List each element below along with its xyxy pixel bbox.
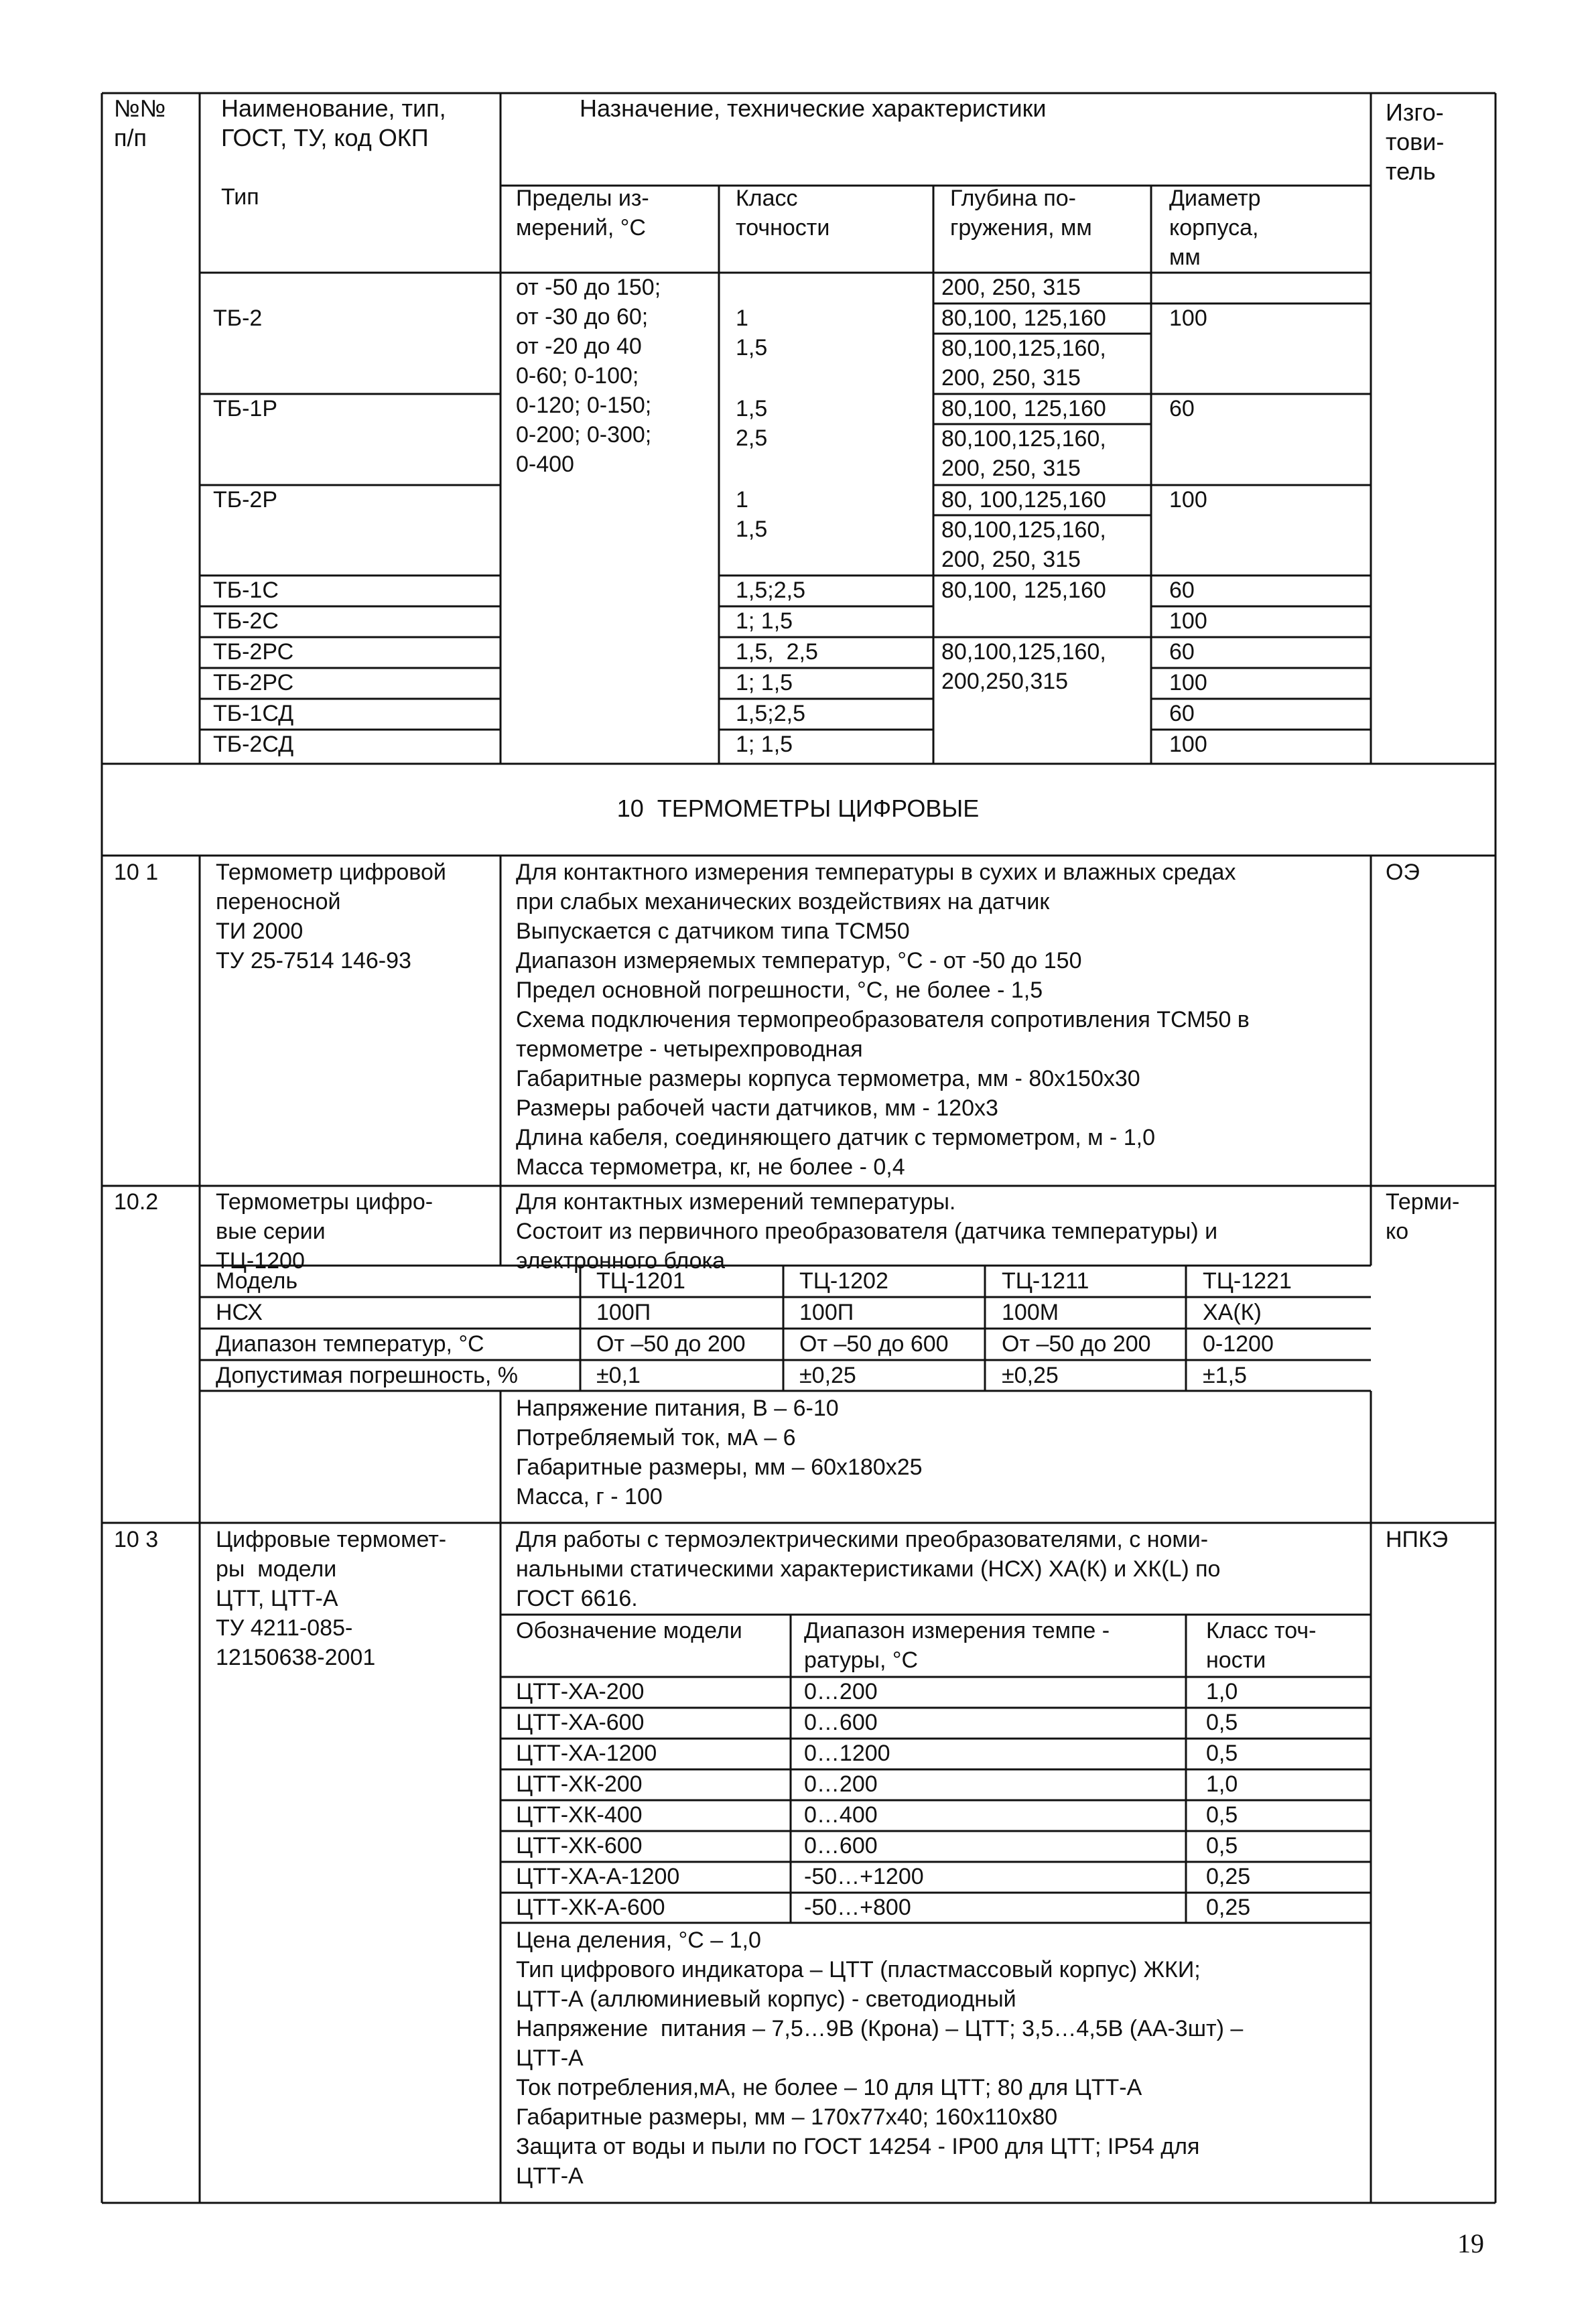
tb-accuracy: 1 1,5 xyxy=(736,487,768,542)
ctt-model: ЦТТ-ХК-400 xyxy=(516,1802,643,1828)
page-number: 19 xyxy=(1457,2228,1484,2258)
tc-cell: ±0,1 xyxy=(596,1363,641,1388)
tb-type: ТБ-2С xyxy=(213,608,279,634)
item-name: Термометры цифро- вые серии ТЦ-1200 xyxy=(216,1189,434,1274)
tb-depth: 80, 100,125,160 xyxy=(941,487,1106,513)
ctt-model: ЦТТ-ХК-200 xyxy=(516,1771,643,1797)
tb-diameter: 100 xyxy=(1169,306,1207,331)
item-number: 10 3 xyxy=(114,1527,159,1552)
tc-cell: 0-1200 xyxy=(1203,1331,1274,1357)
tb-depth: 80,100,125,160, 200, 250, 315 xyxy=(941,517,1106,572)
item-maker: ОЭ xyxy=(1386,860,1420,885)
ctt-model: ЦТТ-ХА-600 xyxy=(516,1710,645,1735)
tc-label: НСХ xyxy=(216,1300,263,1325)
ctt-model: ЦТТ-ХА-А-1200 xyxy=(516,1864,680,1889)
tb-type: ТБ-2РС xyxy=(213,639,294,665)
ctt-range: 0…600 xyxy=(804,1710,878,1735)
ctt-range: 0…400 xyxy=(804,1802,878,1828)
tc-cell: 100П xyxy=(799,1300,854,1325)
tc-cell: 100П xyxy=(596,1300,651,1325)
tb-header-diameter: Диаметр корпуса, мм xyxy=(1169,186,1261,270)
tc-cell: От –50 до 200 xyxy=(596,1331,746,1357)
tb-ranges: от -50 до 150; от -30 до 60; от -20 до 40 0-60; 0-100; 0-120; 0-150; 0-200; 0-300; 0-400 xyxy=(516,275,661,477)
section-title: 10 ТЕРМОМЕТРЫ ЦИФРОВЫЕ xyxy=(616,795,980,822)
tb-accuracy: 1 1,5 xyxy=(736,306,768,360)
item-maker: НПКЭ xyxy=(1386,1527,1449,1552)
tb-header-depth: Глубина по- гружения, мм xyxy=(950,186,1092,241)
tb-diameter: 100 xyxy=(1169,732,1207,757)
tb-depth: 80,100, 125,160 xyxy=(941,396,1106,421)
item-number: 10.2 xyxy=(114,1189,159,1215)
item-extra: Цена деления, °С – 1,0 Тип цифрового индикатора – ЦТТ (пластмассовый корпус) ЖКИ; ЦТТ-А (аллюминиевый корпус) - светодиодный Напряжение питания – 7,5…9В (Крона) – ЦТТ; 3,5…4,5В (АА-3шт) – ЦТТ-А Ток потребления,мА, не более – 10 для ЦТТ; 80 для ЦТТ-А Габаритные размеры, мм – 170х77х40; 160х110х80 Защита от воды и пыли по ГОСТ 14254 - IP00 для ЦТТ; IP54 для ЦТТ-А xyxy=(516,1928,1244,2189)
ctt-class: 0,5 xyxy=(1206,1833,1238,1858)
header-purpose: Назначение, технические характеристики xyxy=(580,94,1047,122)
ctt-model: ЦТТ-ХК-А-600 xyxy=(516,1895,665,1920)
ctt-model: ЦТТ-ХА-200 xyxy=(516,1679,645,1704)
tb-diameter: 60 xyxy=(1169,701,1195,726)
item-name: Цифровые термомет- ры модели ЦТТ, ЦТТ-А ТУ 4211-085- 12150638-2001 xyxy=(216,1527,447,1670)
ctt-range: -50…+800 xyxy=(804,1895,911,1920)
tb-header-type: Тип xyxy=(221,184,259,210)
tb-depth: 80,100,125,160, 200, 250, 315 xyxy=(941,426,1106,481)
tc-cell: ТЦ-1211 xyxy=(1002,1268,1089,1294)
ctt-class: 0,25 xyxy=(1206,1864,1251,1889)
header-maker: Изго- тови- тель xyxy=(1386,98,1445,185)
tc-label: Допустимая погрешность, % xyxy=(216,1363,518,1388)
tb-header-accuracy: Класс точности xyxy=(736,186,830,241)
item-extra: Напряжение питания, В – 6-10 Потребляемый ток, мА – 6 Габаритные размеры, мм – 60х180х25 Масса, г - 100 xyxy=(516,1396,923,1509)
tb-diameter: 100 xyxy=(1169,670,1207,695)
tc-cell: От –50 до 600 xyxy=(799,1331,949,1357)
tb-depth: 80,100,125,160, 200, 250, 315 xyxy=(941,336,1106,391)
header-num: №№ п/п xyxy=(114,94,166,151)
tb-accuracy: 1,5 2,5 xyxy=(736,396,768,451)
ctt-class: 0,5 xyxy=(1206,1802,1238,1828)
ctt-model: ЦТТ-ХА-1200 xyxy=(516,1741,657,1766)
tb-depth: 200, 250, 315 xyxy=(941,275,1081,300)
tb-accuracy: 1; 1,5 xyxy=(736,608,793,634)
tb-diameter: 60 xyxy=(1169,578,1195,603)
tb-type: ТБ-1Р xyxy=(213,396,277,421)
ctt-range: 0…200 xyxy=(804,1679,878,1704)
tb-accuracy: 1,5;2,5 xyxy=(736,701,805,726)
tc-cell: ТЦ-1201 xyxy=(596,1268,685,1294)
item-description: Для контактного измерения температуры в сухих и влажных средах при слабых механических воздействиях на датчик Выпускается с датчиком типа ТСМ50 Диапазон измеряемых температур, °С - от -50 до 150 Предел основной погрешности, °С, не более - 1,5 Схема подключения термопреобразователя сопротивления ТСМ50 в термометре - четырехпроводная Габаритные размеры корпуса термометра, мм - 80х150х30 Размеры рабочей части датчиков, мм - 120х3 Длина кабеля, соединяющего датчик с термометром, м - 1,0 Масса термометра, кг, не более - 0,4 xyxy=(516,860,1250,1180)
tb-type: ТБ-2СД xyxy=(213,732,294,757)
tb-diameter: 100 xyxy=(1169,487,1207,513)
item-maker: Терми- ко xyxy=(1386,1189,1460,1244)
tb-accuracy: 1; 1,5 xyxy=(736,732,793,757)
tb-type: ТБ-2РС xyxy=(213,670,294,695)
ctt-range: 0…200 xyxy=(804,1771,878,1797)
ctt-range: -50…+1200 xyxy=(804,1864,924,1889)
tb-accuracy: 1,5;2,5 xyxy=(736,578,805,603)
item-number: 10 1 xyxy=(114,860,159,885)
ctt-model: ЦТТ-ХК-600 xyxy=(516,1833,643,1858)
tb-accuracy: 1,5, 2,5 xyxy=(736,639,818,665)
ctt-header: Диапазон измерения темпе - ратуры, °С xyxy=(804,1618,1110,1673)
tb-type: ТБ-1СД xyxy=(213,701,294,726)
tb-type: ТБ-2Р xyxy=(213,487,277,513)
tb-type: ТБ-2 xyxy=(213,306,263,331)
item-name: Термометр цифровой переносной ТИ 2000 ТУ 25-7514 146-93 xyxy=(216,860,446,973)
tc-cell: 100М xyxy=(1002,1300,1059,1325)
tb-diameter: 60 xyxy=(1169,639,1195,665)
ctt-class: 0,25 xyxy=(1206,1895,1251,1920)
item-description: Для работы с термоэлектрическими преобразователями, с номи- нальными статическими характеристиками (НСХ) ХА(К) и ХК(L) по ГОСТ 6616. xyxy=(516,1527,1221,1611)
ctt-class: 0,5 xyxy=(1206,1741,1238,1766)
ctt-range: 0…600 xyxy=(804,1833,878,1858)
tc-cell: ±0,25 xyxy=(1002,1363,1059,1388)
tb-depth: 80,100, 125,160 xyxy=(941,578,1106,603)
tc-cell: От –50 до 200 xyxy=(1002,1331,1151,1357)
ctt-class: 1,0 xyxy=(1206,1679,1238,1704)
tc-cell: ±1,5 xyxy=(1203,1363,1247,1388)
item-description: Для контактных измерений температуры. Состоит из первичного преобразователя (датчика температуры) и электронного блока xyxy=(516,1189,1218,1274)
tc-label: Диапазон температур, °С xyxy=(216,1331,484,1357)
header-name: Наименование, тип, ГОСТ, ТУ, код ОКП xyxy=(221,94,446,151)
tb-diameter: 100 xyxy=(1169,608,1207,634)
tc-cell: ±0,25 xyxy=(799,1363,856,1388)
tb-type: ТБ-1С xyxy=(213,578,279,603)
tb-accuracy: 1; 1,5 xyxy=(736,670,793,695)
tb-depth: 80,100,125,160, 200,250,315 xyxy=(941,639,1106,694)
ctt-header: Класс точ- ности xyxy=(1206,1618,1317,1673)
tb-header-range: Пределы из- мерений, °С xyxy=(516,186,649,241)
ctt-class: 1,0 xyxy=(1206,1771,1238,1797)
tc-cell: ХА(К) xyxy=(1203,1300,1262,1325)
tb-diameter: 60 xyxy=(1169,396,1195,421)
tc-cell: ТЦ-1202 xyxy=(799,1268,888,1294)
tc-label: Модель xyxy=(216,1268,298,1294)
ctt-class: 0,5 xyxy=(1206,1710,1238,1735)
tb-depth: 80,100, 125,160 xyxy=(941,306,1106,331)
tc-cell: ТЦ-1221 xyxy=(1203,1268,1292,1294)
ctt-header: Обозначение модели xyxy=(516,1618,742,1643)
ctt-range: 0…1200 xyxy=(804,1741,890,1766)
